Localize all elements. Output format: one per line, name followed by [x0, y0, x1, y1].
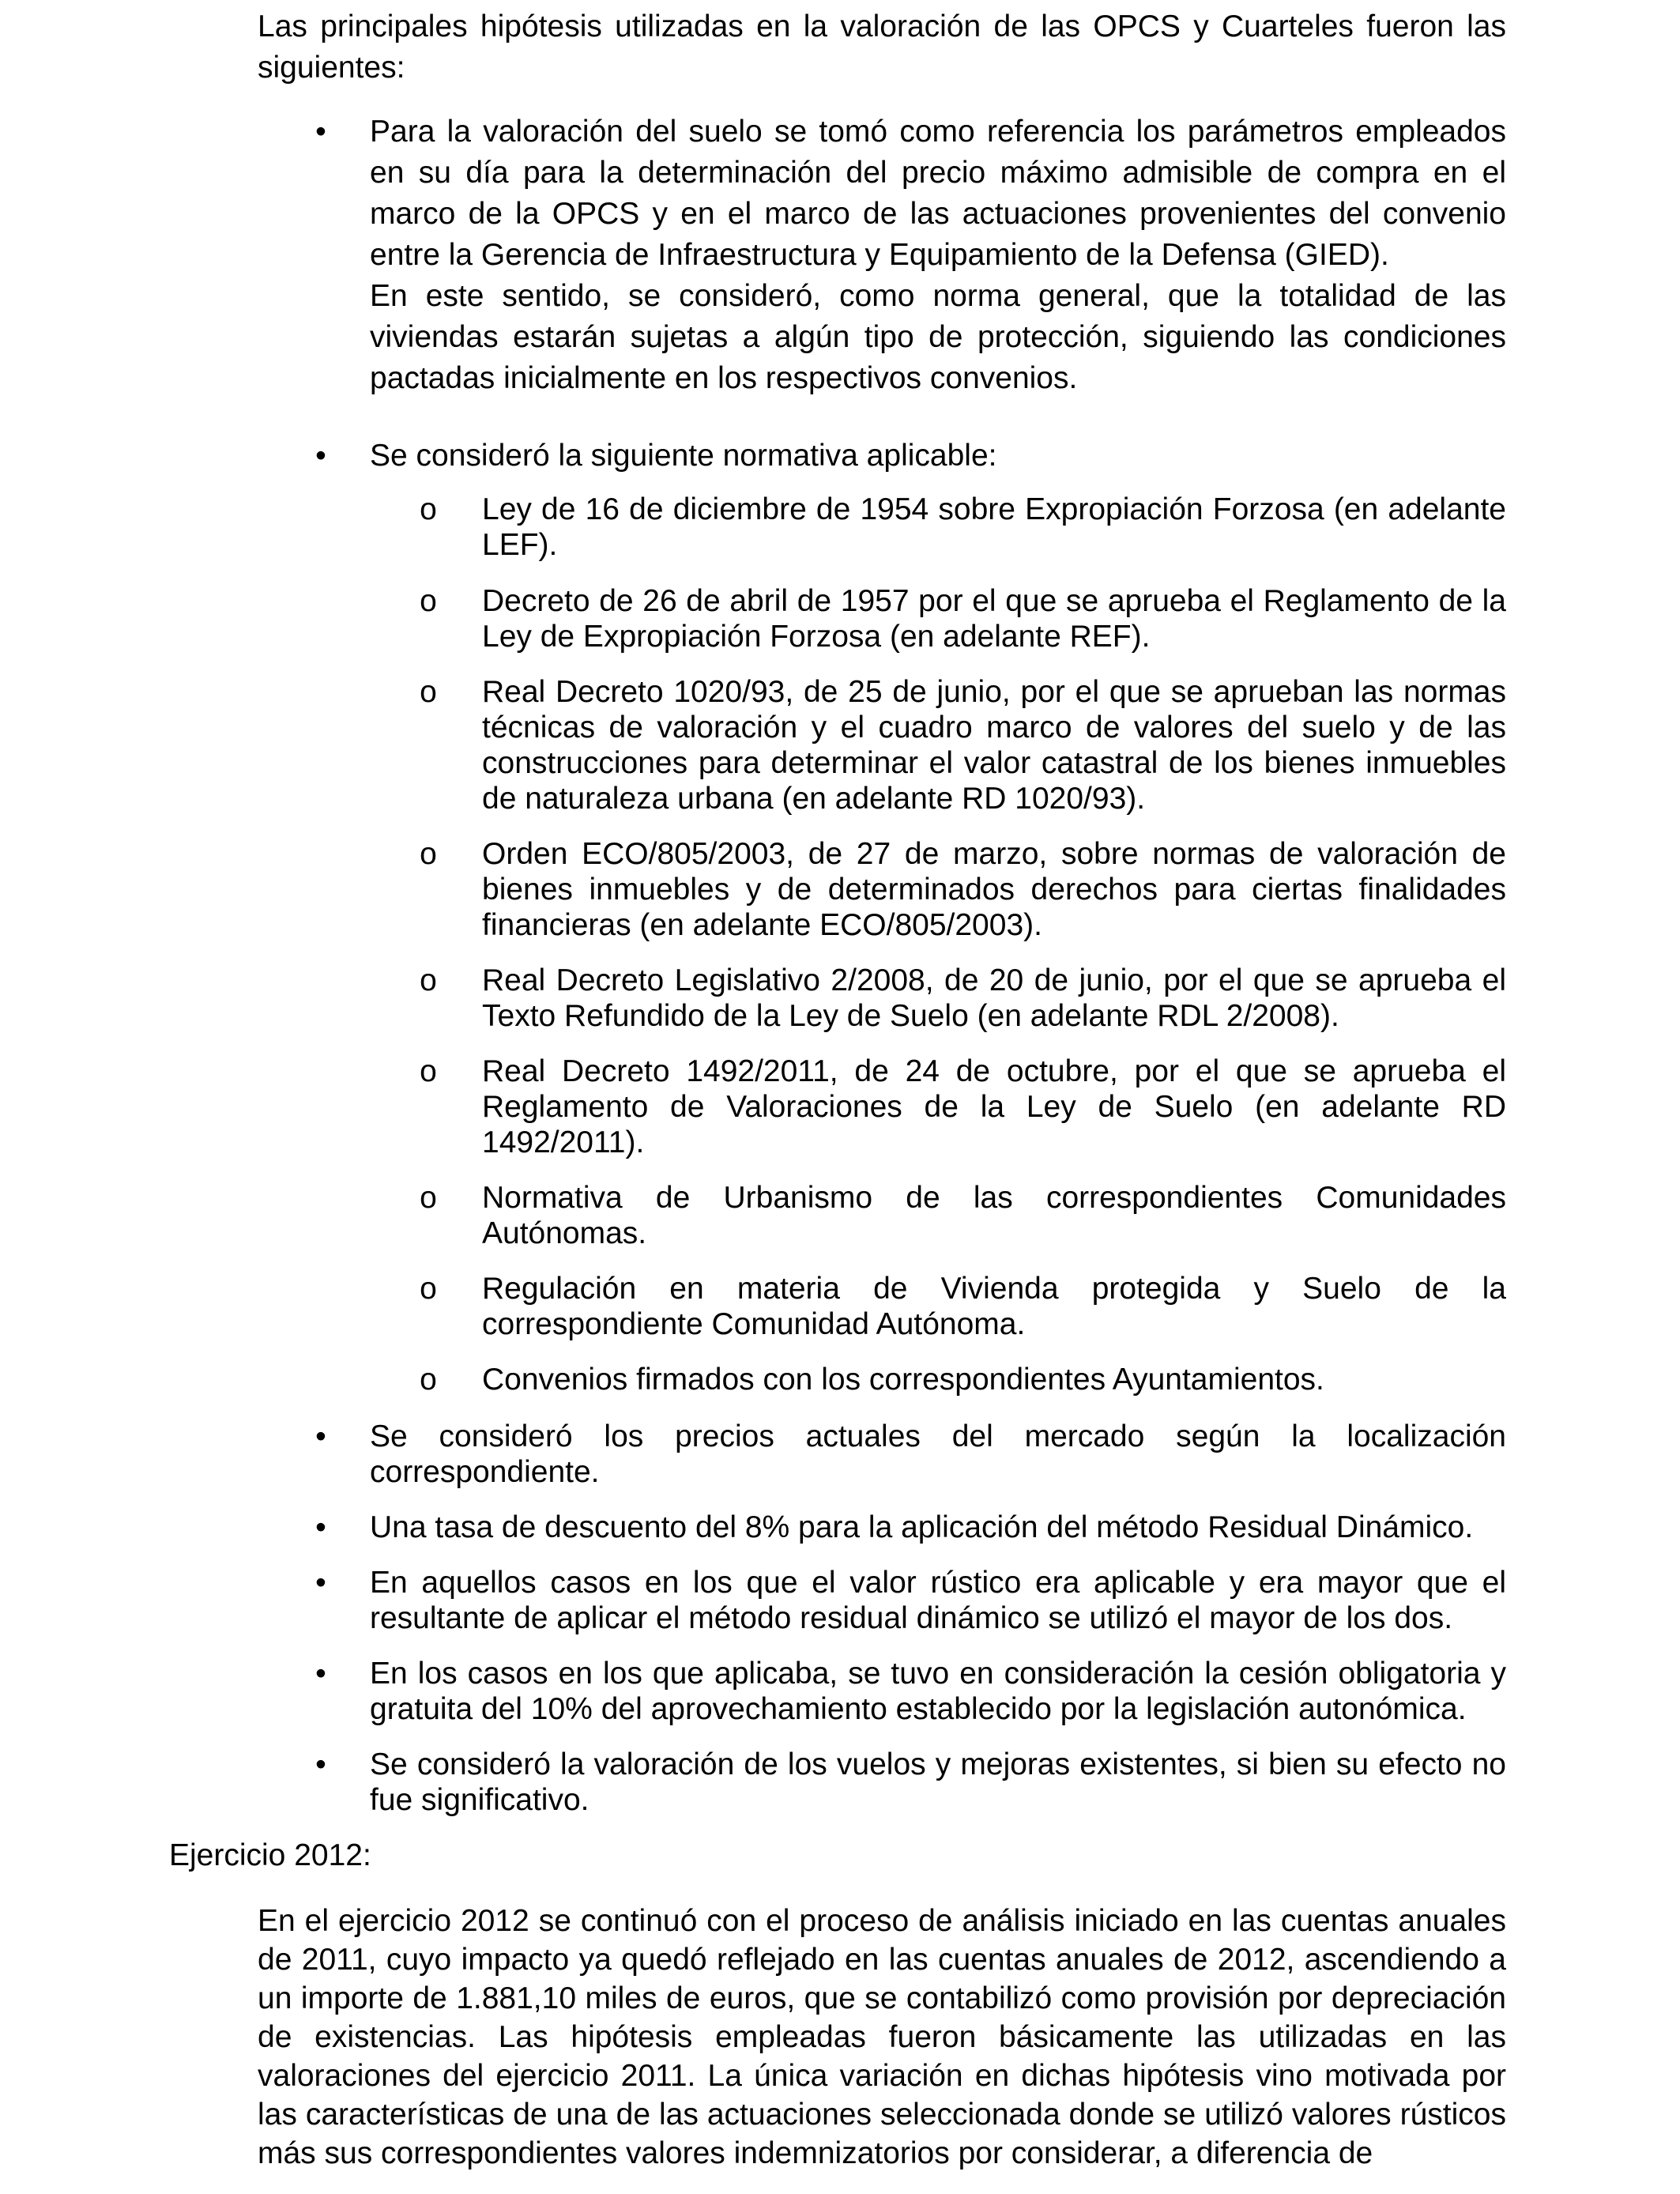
- intro-paragraph: Las principales hipótesis utilizadas en la valoración de las OPCS y Cuarteles fueron las siguientes:: [258, 9, 1506, 85]
- list-item-text: Se consideró la siguiente normativa aplicable:: [370, 439, 997, 473]
- list-item-improvements: [315, 1747, 1506, 1818]
- sub-bullet-marker: o: [420, 492, 437, 526]
- list-item-text: En aquellos casos en los que el valor rústico era aplicable y era mayor que el resultante de aplicar el método residual dinámico se utilizó el mayor de los dos.: [370, 1566, 1506, 1635]
- list-item-market-prices: [315, 1419, 1506, 1490]
- sub-bullet-marker: o: [420, 675, 437, 709]
- sub-bullet-marker: o: [420, 963, 437, 997]
- list-item-land-valuation: [315, 111, 1506, 399]
- section-heading: Ejercicio 2012:: [169, 1838, 371, 1872]
- sub-list-item-text: Ley de 16 de diciembre de 1954 sobre Expropiación Forzosa (en adelante LEF).: [482, 492, 1506, 562]
- bullet-marker: •: [315, 115, 326, 149]
- sub-list-item: [420, 963, 1506, 1034]
- bullet-marker: •: [315, 1657, 326, 1691]
- list-item-rustic-value: [315, 1565, 1506, 1636]
- sub-list-item: [420, 492, 1506, 563]
- list-item-discount-rate: [315, 1510, 1506, 1545]
- sub-list-item-text: Orden ECO/805/2003, de 27 de marzo, sobre normas de valoración de bienes inmuebles y de determinados derechos para ciertas finalidades financieras (en adelante ECO/805/2003).: [482, 837, 1506, 942]
- bullet-marker: •: [315, 1419, 326, 1453]
- sub-list-item: [420, 836, 1506, 943]
- list-item-paragraph: En este sentido, se consideró, como norma general, que la totalidad de las viviendas estarán sujetas a algún tipo de protección, siguiendo las condiciones pactadas inicialmente en los respectivos convenios.: [370, 279, 1506, 395]
- sub-bullet-marker: o: [420, 584, 437, 618]
- sub-list-item-text: Real Decreto 1020/93, de 25 de junio, por el que se aprueban las normas técnicas de valoración y el cuadro marco de valores del suelo y de las construcciones para determinar el valor catastral de los bienes inmuebles de naturaleza urbana (en adelante RD 1020/93).: [482, 675, 1506, 816]
- bullet-marker: •: [315, 1510, 326, 1544]
- sub-list-item-text: Real Decreto Legislativo 2/2008, de 20 de junio, por el que se aprueba el Texto Refundido de la Ley de Suelo (en adelante RDL 2/2008).: [482, 963, 1506, 1033]
- list-item-text: Una tasa de descuento del 8% para la aplicación del método Residual Dinámico.: [370, 1510, 1474, 1544]
- sub-list-item-text: Regulación en materia de Vivienda protegida y Suelo de la correspondiente Comunidad Autónoma.: [482, 1272, 1506, 1341]
- sub-list-item: [420, 1362, 1506, 1397]
- sub-bullet-marker: o: [420, 1363, 437, 1397]
- list-item-text: Se consideró la valoración de los vuelos y mejoras existentes, si bien su efecto no fue significativo.: [370, 1747, 1506, 1817]
- sub-list-item: [420, 1271, 1506, 1342]
- sub-bullet-marker: o: [420, 1054, 437, 1088]
- closing-paragraph: En el ejercicio 2012 se continuó con el proceso de análisis iniciado en las cuentas anuales de 2011, cuyo impacto ya quedó reflejado en las cuentas anuales de 2012, ascendiendo a un importe de 1.881,10 miles de euros, que se contabilizó como provisión por depreciación de existencias. Las hipótesis empleadas fueron básicamente las utilizadas en las valoraciones del ejercicio 2011. La única variación en dichas hipótesis vino motivada por las características de una de las actuaciones seleccionada donde se utilizó valores rústicos más sus correspondientes valores indemnizatorios por considerar, a diferencia de: [258, 1904, 1506, 2170]
- sub-list-item-text: Convenios firmados con los correspondientes Ayuntamientos.: [482, 1363, 1324, 1397]
- list-item-regulations: [315, 435, 1506, 477]
- sub-list-item-text: Real Decreto 1492/2011, de 24 de octubre, por el que se aprueba el Reglamento de Valoraciones de la Ley de Suelo (en adelante RD 1492/2011).: [482, 1054, 1506, 1159]
- sub-list-item: [420, 583, 1506, 654]
- list-item-cession: [315, 1656, 1506, 1727]
- list-item-text: En los casos en los que aplicaba, se tuvo en consideración la cesión obligatoria y gratuita del 10% del aprovechamiento establecido por la legislación autonómica.: [370, 1657, 1506, 1726]
- bullet-marker: •: [315, 1747, 326, 1781]
- sub-bullet-marker: o: [420, 1272, 437, 1306]
- list-item-paragraph: Para la valoración del suelo se tomó como referencia los parámetros empleados en su día para la determinación del precio máximo admisible de compra en el marco de la OPCS y en el marco de las actuaciones provenientes del convenio entre la Gerencia de Infraestructura y Equipamiento de la Defensa (GIED).: [370, 115, 1506, 272]
- sub-bullet-marker: o: [420, 1181, 437, 1215]
- sub-list-item: [420, 1180, 1506, 1251]
- sub-bullet-marker: o: [420, 837, 437, 871]
- sub-list-item: [420, 1054, 1506, 1160]
- bullet-marker: •: [315, 1566, 326, 1600]
- sub-list-item: [420, 674, 1506, 816]
- sub-list-item-text: Normativa de Urbanismo de las correspondientes Comunidades Autónomas.: [482, 1181, 1506, 1250]
- bullet-marker: •: [315, 439, 326, 473]
- list-item-text: Se consideró los precios actuales del mercado según la localización correspondiente.: [370, 1419, 1506, 1489]
- sub-list-item-text: Decreto de 26 de abril de 1957 por el que se aprueba el Reglamento de la Ley de Expropiación Forzosa (en adelante REF).: [482, 584, 1506, 654]
